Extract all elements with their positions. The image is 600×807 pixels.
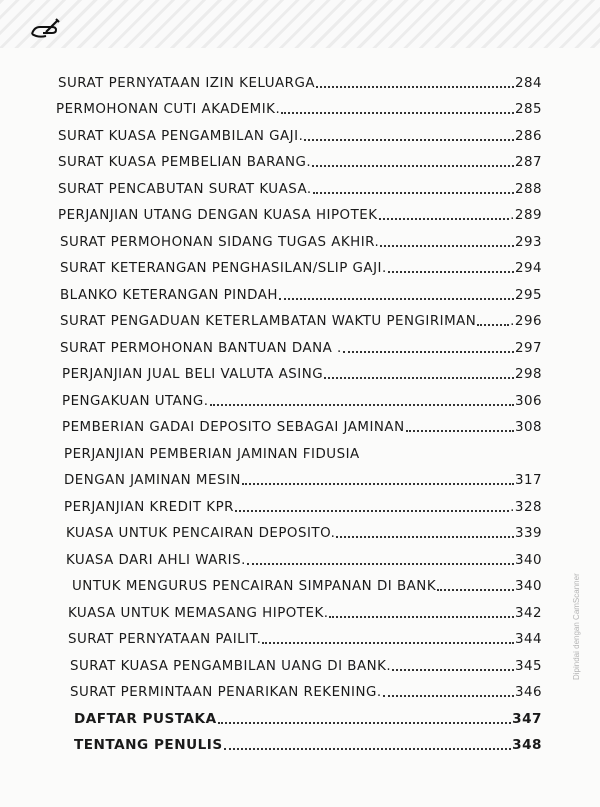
toc-entry: [56, 541, 542, 568]
toc-entry-page-number: 339: [514, 526, 542, 541]
toc-entry-page-number: 298: [514, 367, 542, 382]
toc-entry-page-number: 286: [514, 128, 542, 144]
toc-entry-page-number: 340: [514, 552, 542, 568]
toc-dot-leader: [316, 86, 514, 88]
toc-dot-leader: [392, 669, 514, 671]
toc-entry-page-number: 293: [514, 234, 542, 250]
toc-entry-title: PERJANJIAN JUAL BELI VALUTA ASING: [62, 367, 324, 382]
toc-entry: [56, 276, 542, 303]
toc-entry-title: SURAT PENCABUTAN SURAT KUASA.: [58, 181, 312, 197]
toc-entry-title: DAFTAR PUSTAKA: [74, 710, 217, 727]
toc-entry-title: PERMOHONAN CUTI AKADEMIK.: [56, 102, 281, 117]
toc-entry-page-number: 287: [514, 155, 542, 170]
toc-entry-title: SURAT KETERANGAN PENGHASILAN/SLIP GAJI.: [60, 261, 387, 276]
toc-entry: [56, 488, 542, 515]
toc-dot-leader: [262, 642, 514, 644]
toc-entry-page-number: 344: [514, 632, 542, 647]
toc-entry: [56, 303, 542, 330]
toc-dot-leader: [477, 324, 509, 326]
toc-dot-leader: [329, 616, 513, 618]
toc-entry-page-number: 346: [514, 685, 542, 700]
toc-entry-title: UNTUK MENGURUS PENCAIRAN SIMPANAN DI BANK: [72, 579, 437, 594]
toc-dot-leader: [324, 377, 514, 379]
toc-entry-title: SURAT KUASA PEMBELIAN BARANG.: [58, 155, 312, 170]
toc-entry: [56, 515, 542, 542]
toc-entry-title: KUASA UNTUK MEMASANG HIPOTEK.: [68, 605, 329, 621]
toc-entry-page-number: .296: [510, 314, 542, 329]
toc-entry-page-number: 288: [514, 181, 542, 197]
toc-entry-title: SURAT KUASA PENGAMBILAN GAJI.: [58, 128, 304, 144]
toc-entry-page-number: 345: [514, 658, 542, 674]
toc-entry: [56, 170, 542, 197]
toc-entry-title: DENGAN JAMINAN MESIN: [64, 473, 241, 488]
toc-dot-leader: [336, 536, 514, 538]
toc-entry-page-number: 347: [512, 710, 542, 727]
toc-entry: [56, 409, 542, 436]
toc-entry: [56, 250, 542, 277]
toc-dot-leader: [247, 563, 514, 565]
toc-dot-leader: [304, 139, 514, 141]
toc-entry-title: PERJANJIAN UTANG DENGAN KUASA HIPOTEK: [58, 208, 378, 223]
toc-entry-title: SURAT PERNYATAAN IZIN KELUARGA: [58, 75, 316, 91]
toc-dot-leader: [281, 112, 514, 114]
toc-entry: [56, 462, 542, 489]
toc-dot-leader: [242, 483, 514, 485]
toc-entry: [56, 700, 542, 727]
toc-entry-title: KUASA DARI AHLI WARIS.: [66, 552, 246, 568]
toc-entry: [56, 727, 542, 754]
toc-dot-leader: [343, 351, 514, 353]
toc-entry-page-number: 348: [512, 737, 542, 753]
toc-entry-page-number: 306: [514, 393, 542, 409]
toc-entry: [56, 91, 542, 118]
toc-entry: [56, 197, 542, 224]
table-of-contents: [56, 64, 542, 753]
toc-entry: [56, 329, 542, 356]
toc-dot-leader: [313, 192, 514, 194]
scanner-watermark: Dipindai dengan CamScanner: [572, 573, 581, 680]
toc-entry: [56, 621, 542, 648]
header-stripe-band: [0, 0, 600, 48]
toc-entry-page-number: .289: [510, 208, 542, 223]
toc-entry-title: PERJANJIAN PEMBERIAN JAMINAN FIDUSIA: [64, 446, 360, 462]
toc-entry: [56, 144, 542, 171]
toc-dot-leader: [312, 165, 514, 167]
toc-entry: [56, 435, 542, 462]
toc-entry-page-number: 294: [514, 261, 542, 276]
toc-entry: [56, 356, 542, 383]
toc-dot-leader: [379, 218, 510, 220]
toc-entry: [56, 64, 542, 91]
toc-dot-leader: [380, 245, 514, 247]
toc-dot-leader: [383, 695, 514, 697]
toc-entry-title: TENTANG PENULIS: [74, 737, 223, 753]
toc-entry-title: PEMBERIAN GADAI DEPOSITO SEBAGAI JAMINAN: [62, 420, 405, 435]
toc-entry: [56, 223, 542, 250]
toc-entry-title: SURAT PENGADUAN KETERLAMBATAN WAKTU PENGIRIMAN: [60, 314, 477, 329]
toc-entry-page-number: 297: [514, 340, 542, 356]
toc-entry-title: BLANKO KETERANGAN PINDAH: [60, 287, 278, 303]
toc-entry-title: SURAT PERNYATAAN PAILIT.: [68, 632, 262, 647]
toc-dot-leader: [388, 271, 514, 273]
toc-dot-leader: [210, 404, 514, 406]
toc-entry: [56, 568, 542, 595]
toc-entry-page-number: 340: [514, 579, 542, 594]
toc-entry: [56, 382, 542, 409]
toc-entry-page-number: 317: [514, 473, 542, 488]
toc-entry-page-number: .328: [510, 499, 542, 515]
toc-entry: [56, 117, 542, 144]
writing-hand-icon: [30, 18, 60, 40]
toc-entry: [56, 647, 542, 674]
toc-entry-page-number: 295: [514, 287, 542, 303]
toc-entry-title: SURAT PERMINTAAN PENARIKAN REKENING.: [70, 685, 382, 700]
toc-dot-leader: [437, 589, 514, 591]
toc-entry-title: PENGAKUAN UTANG.: [62, 393, 209, 409]
toc-entry-title: SURAT PERMOHONAN BANTUAN DANA .: [60, 340, 342, 356]
toc-dot-leader: [279, 298, 514, 300]
toc-entry-title: SURAT KUASA PENGAMBILAN UANG DI BANK.: [70, 658, 392, 674]
toc-entry-page-number: 308: [514, 420, 542, 435]
toc-entry-title: KUASA UNTUK PENCAIRAN DEPOSITO.: [66, 526, 336, 541]
toc-dot-leader: [218, 722, 511, 724]
toc-entry-title: PERJANJIAN KREDIT KPR: [64, 499, 234, 515]
toc-entry-page-number: 284: [514, 75, 542, 91]
toc-entry-title: SURAT PERMOHONAN SIDANG TUGAS AKHIR.: [60, 234, 380, 250]
toc-dot-leader: [224, 748, 511, 750]
toc-entry: [56, 674, 542, 701]
toc-dot-leader: [406, 430, 514, 432]
toc-entry-page-number: 342: [514, 605, 542, 621]
toc-dot-leader: [235, 510, 509, 512]
toc-entry-page-number: 285: [514, 102, 542, 117]
toc-entry: [56, 594, 542, 621]
